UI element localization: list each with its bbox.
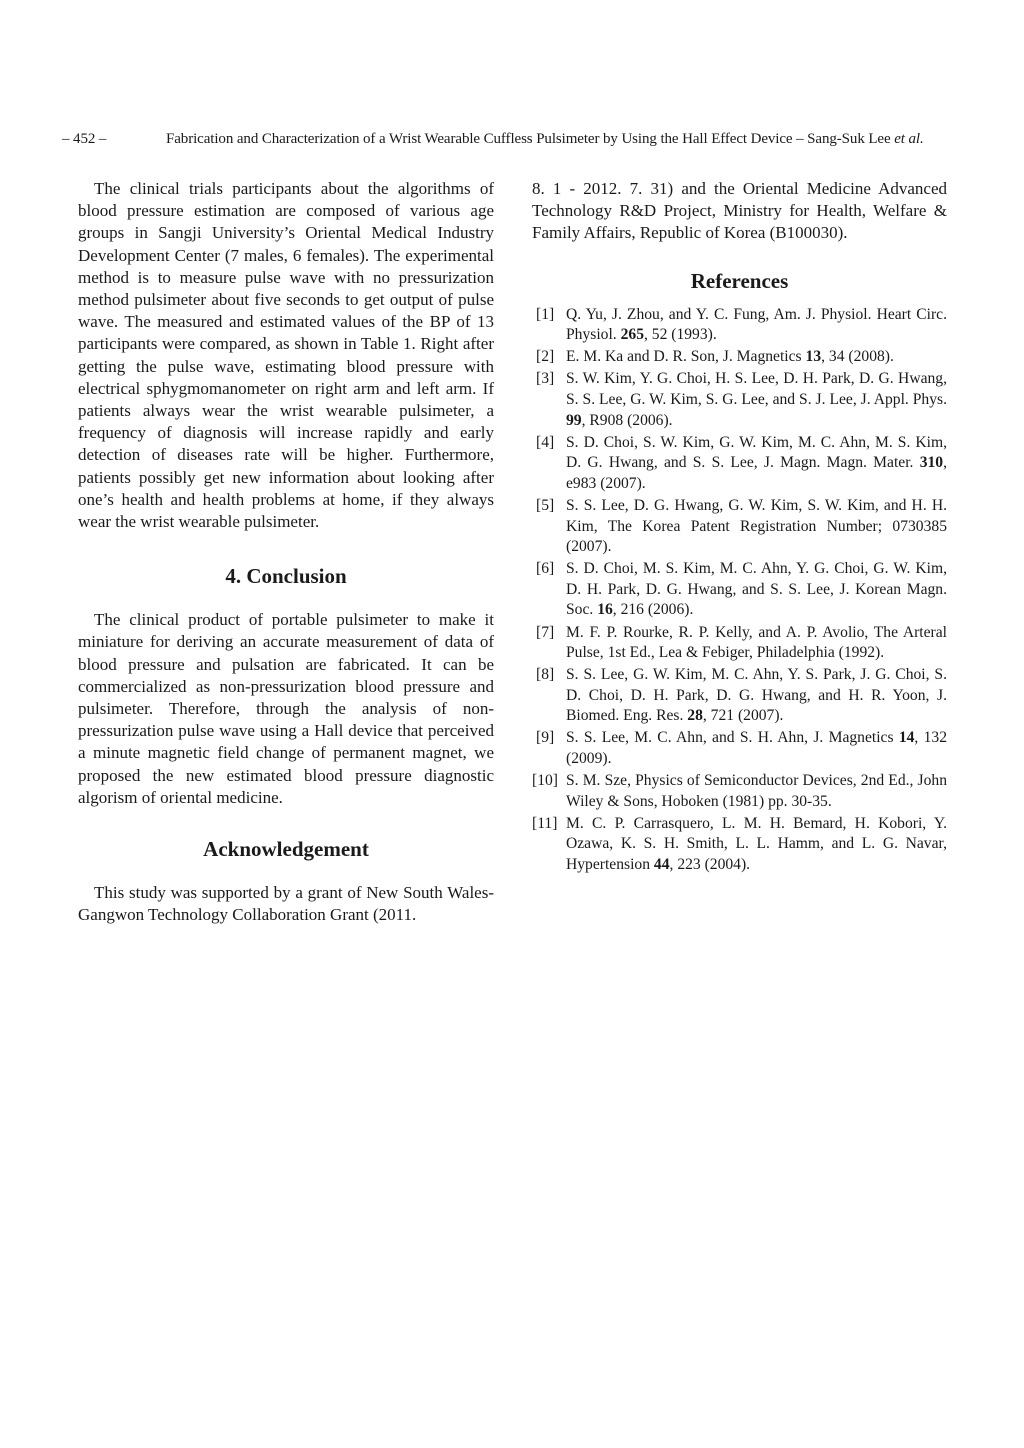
reference-number: [8] xyxy=(536,666,555,684)
acknowledgement-heading: Acknowledgement xyxy=(203,837,369,862)
reference-number: [9] xyxy=(536,729,555,747)
reference-item xyxy=(532,814,947,876)
reference-citation: S. W. Kim, Y. G. Choi, H. S. Lee, D. H. Park, D. G. Hwang, S. S. Lee, G. W. Kim, S. G. Lee, and S. J. Lee, J. Appl. Phys. xyxy=(566,370,947,408)
reference-citation: S. D. Choi, M. S. Kim, M. C. Ahn, Y. G. Choi, G. W. Kim, D. H. Park, D. G. Hwang, and S. S. Lee, J. Korean Magn. Soc. xyxy=(566,560,947,619)
reference-citation: Q. Yu, J. Zhou, and Y. C. Fung, Am. J. Physiol. Heart Circ. Physiol. xyxy=(566,305,947,344)
reference-text xyxy=(566,496,947,558)
reference-text xyxy=(566,771,947,812)
reference-citation: S. S. Lee, D. G. Hwang, G. W. Kim, S. W. Kim, and H. H. Kim, The Korea Patent Registration Number; 0730385 (2007). xyxy=(566,496,947,556)
reference-citation: S. M. Sze, Physics of Semiconductor Devices, 2nd Ed., John Wiley & Sons, Hoboken (1981) pp. 30-35. xyxy=(566,772,947,810)
acknowledgement-paragraph: This study was supported by a grant of New South Wales-Gangwon Technology Collaboration Grant (2011. xyxy=(78,883,494,925)
running-header xyxy=(62,131,948,151)
reference-citation: M. F. P. Rourke, R. P. Kelly, and A. P. Avolio, The Arteral Pulse, 1st Ed., Lea & Febiger, Philadelphia (1992). xyxy=(566,623,947,662)
reference-volume: 14 xyxy=(898,729,915,747)
conclusion-paragraph: The clinical product of portable pulsimeter to make it miniature for deriving an accurate measurement of data of blood pressure and pulsation are fabricated. It can be commercialized as non-pressurization blood pressure and pulsimeter. Therefore, through the analysis of non-pressurization pulse wave using a Hall device that perceived a minute magnetic field change of permanent magnet, we proposed the new estimated blood pressure diagnostic algorism of oriental medicine. xyxy=(78,610,494,807)
reference-number: [2] xyxy=(536,348,555,366)
reference-item xyxy=(532,305,947,346)
reference-item xyxy=(532,369,947,431)
reference-text xyxy=(566,559,947,621)
reference-text xyxy=(566,814,947,876)
reference-pages-year: , 52 (1993). xyxy=(643,326,717,344)
reference-citation: S. S. Lee, M. C. Ahn, and S. H. Ahn, J. Magnetics xyxy=(566,729,899,747)
reference-volume: 310 xyxy=(919,454,944,472)
reference-text xyxy=(566,623,947,664)
reference-volume: 13 xyxy=(805,348,822,366)
reference-volume: 265 xyxy=(620,326,644,344)
reference-number: [6] xyxy=(536,560,555,578)
reference-number: [5] xyxy=(536,496,555,514)
reference-item xyxy=(532,347,947,368)
reference-number: [4] xyxy=(536,433,555,451)
reference-text xyxy=(566,347,947,368)
reference-pages-year: , 216 (2006). xyxy=(612,601,694,619)
references-heading: References xyxy=(690,268,789,293)
reference-number: [10] xyxy=(532,772,558,790)
reference-item xyxy=(532,559,947,621)
reference-pages-year: , 721 (2007). xyxy=(702,707,784,725)
reference-volume: 99 xyxy=(566,411,582,429)
results-paragraph: The clinical trials participants about the algorithms of blood pressure estimation are composed of various age groups in Sangji University’s Oriental Medical Industry Development Center (7 males, 6 females). The experimental method is to measure pulse wave with no pressurization method pulsimeter about five seconds to get output of pulse wave. The measured and estimated values of the BP of 13 participants were compared, as shown in Table 1. Right after getting the pulse wave, estimating blood pressure with electrical sphygmomanometer on right arm and left arm. If patients always wear the wrist wearable pulsimeter, a frequency of diagnosis will increase rapidly and early detection of diseases rate will be higher. Furthermore, patients possibly get new information about looking after one’s health and health problems at home, if they always wear the wrist wearable pulsimeter. xyxy=(78,179,494,532)
page-number: – 452 – xyxy=(62,131,107,147)
reference-pages-year: , R908 (2006). xyxy=(581,411,673,429)
reference-number: [1] xyxy=(536,305,555,323)
acknowledgement-continued: 8. 1 - 2012. 7. 31) and the Oriental Medicine Advanced Technology R&D Project, Ministry for Health, Welfare & Family Affairs, Republic of Korea (B100030). xyxy=(532,179,947,243)
reference-text xyxy=(566,433,947,495)
reference-volume: 44 xyxy=(653,856,670,874)
reference-item xyxy=(532,623,947,664)
reference-item xyxy=(532,496,947,558)
reference-text xyxy=(566,665,947,727)
reference-citation: M. C. P. Carrasquero, L. M. H. Bemard, H. Kobori, Y. Ozawa, K. S. H. Smith, L. L. Hamm, and L. G. Navar, Hypertension xyxy=(566,814,947,874)
reference-text xyxy=(566,728,947,769)
reference-volume: 16 xyxy=(597,601,613,619)
right-column xyxy=(532,178,947,877)
reference-number: [11] xyxy=(532,814,558,832)
reference-text xyxy=(566,369,947,431)
reference-list xyxy=(532,305,947,876)
reference-item xyxy=(532,433,947,495)
running-title-text: Fabrication and Characterization of a Wrist Wearable Cuffless Pulsimeter by Using the Hall Effect Device – Sang-Suk Lee xyxy=(166,131,895,147)
reference-pages-year: , 34 (2008). xyxy=(821,348,894,366)
left-column xyxy=(78,178,494,926)
reference-pages-year: , 223 (2004). xyxy=(669,856,751,874)
reference-number: [7] xyxy=(536,623,555,641)
reference-citation: S. S. Lee, G. W. Kim, M. C. Ahn, Y. S. Park, J. G. Choi, S. D. Choi, D. H. Park, D. G. Hwang, and H. R. Yoon, J. Biomed. Eng. Res. xyxy=(566,666,947,725)
reference-pages-year: , 132 (2009). xyxy=(566,729,947,768)
reference-item xyxy=(532,771,947,812)
reference-volume: 28 xyxy=(687,707,703,725)
reference-citation: S. D. Choi, S. W. Kim, G. W. Kim, M. C. Ahn, M. S. Kim, D. G. Hwang, and S. S. Lee, J. Magn. Magn. Mater. xyxy=(566,433,947,472)
reference-pages-year: , e983 (2007). xyxy=(566,454,947,492)
reference-number: [3] xyxy=(536,370,555,388)
conclusion-heading: 4. Conclusion xyxy=(225,564,347,589)
reference-text xyxy=(566,305,947,346)
running-title xyxy=(166,131,924,148)
reference-item xyxy=(532,665,947,727)
reference-item xyxy=(532,728,947,769)
reference-citation: E. M. Ka and D. R. Son, J. Magnetics xyxy=(566,348,806,366)
running-title-etal: et al. xyxy=(894,131,924,147)
